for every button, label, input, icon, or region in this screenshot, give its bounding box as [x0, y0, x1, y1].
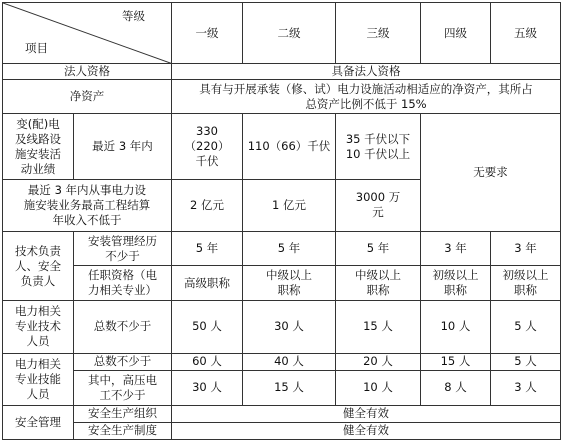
safety-group-label: 安全管理 [3, 405, 74, 439]
performance-sub-label: 最近 3 年内 [74, 114, 172, 179]
row-performance [3, 114, 561, 179]
lead-qualification-level-3: 中级以上 职称 [336, 266, 421, 301]
header-level-4: 四级 [421, 3, 491, 64]
safety-org-value: 健全有效 [172, 405, 561, 422]
net-assets-label: 净资产 [3, 80, 172, 114]
lead-qualification-level-4: 初级以上 职称 [421, 266, 491, 301]
header-grade-label: 等级 [122, 9, 145, 23]
skill-staff-hv-level-1: 30 人 [172, 370, 243, 405]
tech-staff-group-label: 电力相关 专业技术 人员 [3, 301, 74, 353]
row-lead-qualification [3, 266, 561, 301]
row-net-assets [3, 80, 561, 114]
header-item-label: 项目 [25, 41, 48, 56]
tech-staff-level-5: 5 人 [491, 301, 561, 353]
lead-experience-level-1: 5 年 [172, 231, 243, 265]
header-level-2: 二级 [243, 3, 336, 64]
skill-staff-total-level-5: 5 人 [491, 353, 561, 370]
lead-qualification-level-2: 中级以上 职称 [243, 266, 336, 301]
row-legal [3, 64, 561, 80]
lead-qualification-level-1: 高级职称 [172, 266, 243, 301]
header-row [3, 3, 561, 64]
performance-level-4-5: 无要求 [421, 114, 561, 232]
performance-group-label: 变(配)电 及线路设 施安装活 动业绩 [3, 114, 74, 179]
performance-level-3: 35 千伏以下 10 千伏以上 [336, 114, 421, 179]
skill-staff-hv-level-3: 10 人 [336, 370, 421, 405]
row-skill-staff-total [3, 353, 561, 370]
header-level-1: 一级 [172, 3, 243, 64]
lead-qualification-label: 任职资格（电 力相关专业） [74, 266, 172, 301]
row-tech-staff [3, 301, 561, 353]
lead-qualification-level-5: 初级以上 职称 [491, 266, 561, 301]
tech-staff-sub-label: 总数不少于 [74, 301, 172, 353]
lead-experience-label: 安装管理经历 不少于 [74, 231, 172, 265]
skill-staff-hv-level-2: 15 人 [243, 370, 336, 405]
qualification-requirements-table [2, 2, 561, 440]
revenue-level-3: 3000 万 元 [336, 179, 421, 231]
net-assets-value: 具有与开展承装（修、试）电力设施活动相适应的净资产，其所占 总资产比例不低于 15% [172, 80, 561, 114]
performance-level-1: 330（220） 千伏 [172, 114, 243, 179]
lead-experience-level-5: 3 年 [491, 231, 561, 265]
tech-staff-level-3: 15 人 [336, 301, 421, 353]
lead-experience-level-4: 3 年 [421, 231, 491, 265]
legal-label: 法人资格 [3, 64, 172, 80]
skill-staff-hv-level-5: 3 人 [491, 370, 561, 405]
skill-staff-total-level-4: 15 人 [421, 353, 491, 370]
skill-staff-group-label: 电力相关 专业技能 人员 [3, 353, 74, 405]
safety-org-label: 安全生产组织 [74, 405, 172, 422]
lead-experience-level-3: 5 年 [336, 231, 421, 265]
row-skill-staff-hv [3, 370, 561, 405]
safety-system-label: 安全生产制度 [74, 422, 172, 439]
diagonal-header-cell [3, 3, 172, 64]
header-level-5: 五级 [491, 3, 561, 64]
row-safety-org [3, 405, 561, 422]
revenue-level-1: 2 亿元 [172, 179, 243, 231]
lead-experience-level-2: 5 年 [243, 231, 336, 265]
safety-system-value: 健全有效 [172, 422, 561, 439]
skill-staff-total-level-1: 60 人 [172, 353, 243, 370]
performance-level-2: 110（66）千伏 [243, 114, 336, 179]
revenue-label: 最近 3 年内从事电力设 施安装业务最高工程结算 年收入不低于 [3, 179, 172, 231]
tech-staff-level-4: 10 人 [421, 301, 491, 353]
header-level-3: 三级 [336, 3, 421, 64]
revenue-level-2: 1 亿元 [243, 179, 336, 231]
tech-staff-level-1: 50 人 [172, 301, 243, 353]
skill-staff-hv-label: 其中，高压电 工不少于 [74, 370, 172, 405]
skill-staff-total-level-2: 40 人 [243, 353, 336, 370]
skill-staff-total-label: 总数不少于 [74, 353, 172, 370]
tech-staff-level-2: 30 人 [243, 301, 336, 353]
skill-staff-total-level-3: 20 人 [336, 353, 421, 370]
legal-value: 具备法人资格 [172, 64, 561, 80]
row-safety-system [3, 422, 561, 439]
skill-staff-hv-level-4: 8 人 [421, 370, 491, 405]
lead-group-label: 技术负责 人、安全 负责人 [3, 231, 74, 300]
row-lead-experience [3, 231, 561, 265]
